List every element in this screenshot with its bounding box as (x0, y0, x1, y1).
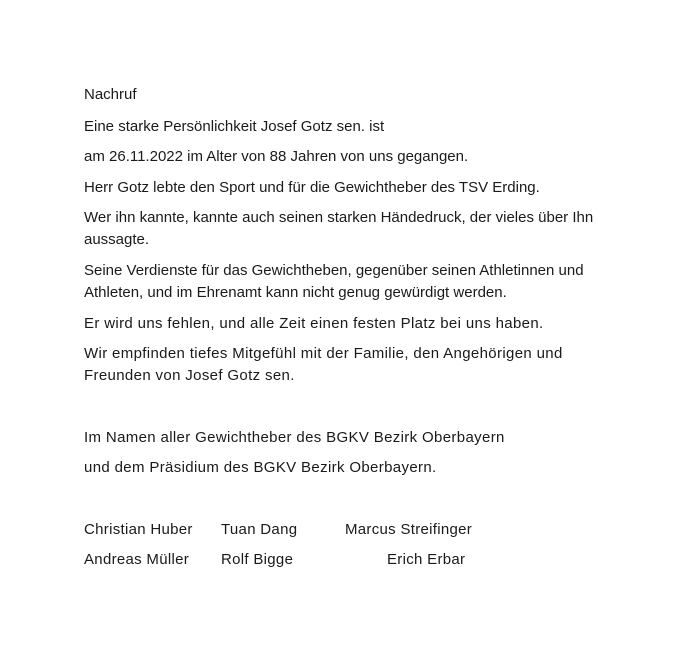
signature-name: Tuan Dang (221, 521, 298, 538)
signature-name: Erich Erbar (387, 551, 466, 568)
paragraph-6: Er wird uns fehlen, und alle Zeit einen festen Platz bei uns haben. (84, 315, 544, 332)
paragraph-4: Wer ihn kannte, kannte auch seinen starken Händedruck, der vieles über Ihn aussagte. (84, 209, 594, 248)
paragraph-3: Herr Gotz lebte den Sport und für die Gewichtheber des TSV Erding. (84, 179, 540, 196)
paragraph-7: Wir empfinden tiefes Mitgefühl mit der Familie, den Angehörigen und Freunden von Josef Gotz sen. (84, 345, 563, 384)
document-heading: Nachruf (84, 86, 137, 103)
signature-name: Andreas Müller (84, 551, 190, 568)
closing-line-1: Im Namen aller Gewichtheber des BGKV Bezirk Oberbayern (84, 429, 505, 446)
signature-name: Christian Huber (84, 521, 193, 538)
signature-name: Rolf Bigge (221, 551, 294, 568)
paragraph-2: am 26.11.2022 im Alter von 88 Jahren von uns gegangen. (84, 148, 469, 165)
paragraph-1: Eine starke Persönlichkeit Josef Gotz sen. ist (84, 118, 385, 135)
paragraph-5: Seine Verdienste für das Gewichtheben, gegenüber seinen Athletinnen und Athleten, und im Ehrenamt kann nicht genug gewürdigt werden. (84, 262, 584, 301)
signature-name: Marcus Streifinger (345, 521, 473, 538)
closing-line-2: und dem Präsidium des BGKV Bezirk Oberbayern. (84, 459, 437, 476)
